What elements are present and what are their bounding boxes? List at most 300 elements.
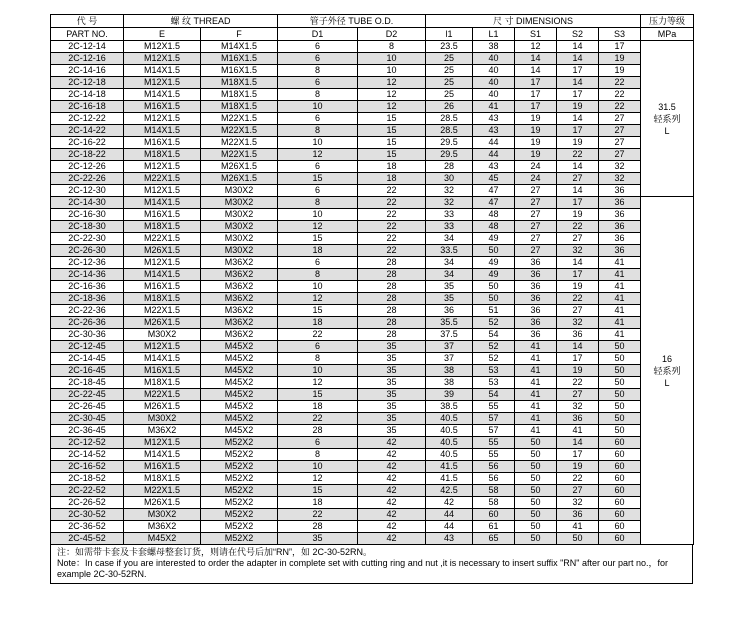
cell-dim-l1-large: 54 [473, 389, 515, 401]
cell-dim-l1-small: 37 [426, 341, 473, 353]
cell-thread-e: M18X1.5 [124, 149, 201, 161]
cell-dim-s1: 19 [515, 149, 557, 161]
cell-dim-s3: 50 [599, 401, 641, 413]
cell-dim-l1-small: 29.5 [426, 149, 473, 161]
cell-part-no: 2C-30-52 [51, 509, 124, 521]
cell-tube-d1: 10 [278, 461, 358, 473]
cell-tube-d2: 42 [358, 461, 426, 473]
cell-thread-f: M14X1.5 [201, 41, 278, 53]
cell-tube-d2: 42 [358, 521, 426, 533]
cell-tube-d2: 22 [358, 197, 426, 209]
cell-dim-s3: 36 [599, 209, 641, 221]
cell-thread-e: M14X1.5 [124, 197, 201, 209]
cell-dim-l1-small: 43 [426, 533, 473, 545]
header-col-f: F [201, 28, 278, 41]
cell-dim-l1-small: 38.5 [426, 401, 473, 413]
cell-dim-s3: 36 [599, 245, 641, 257]
cell-tube-d2: 22 [358, 185, 426, 197]
cell-dim-s1: 36 [515, 317, 557, 329]
cell-dim-l1-large: 48 [473, 221, 515, 233]
cell-dim-l1-small: 37.5 [426, 329, 473, 341]
cell-dim-s2: 14 [557, 437, 599, 449]
cell-dim-s2: 22 [557, 149, 599, 161]
cell-dim-s3: 27 [599, 137, 641, 149]
cell-dim-l1-large: 56 [473, 461, 515, 473]
cell-tube-d1: 10 [278, 365, 358, 377]
cell-thread-f: M45X2 [201, 377, 278, 389]
cell-tube-d1: 6 [278, 437, 358, 449]
cell-dim-l1-large: 57 [473, 425, 515, 437]
cell-thread-f: M45X2 [201, 401, 278, 413]
cell-tube-d2: 42 [358, 533, 426, 545]
cell-dim-s3: 50 [599, 341, 641, 353]
pressure-group-series-cn: 轻系列 [653, 365, 681, 376]
cell-part-no: 2C-36-52 [51, 521, 124, 533]
cell-dim-l1-small: 41.5 [426, 461, 473, 473]
pressure-group-pressure: 31.5 [658, 101, 676, 112]
cell-dim-l1-small: 40.5 [426, 449, 473, 461]
cell-dim-s3: 41 [599, 257, 641, 269]
cell-thread-f: M30X2 [201, 185, 278, 197]
cell-thread-e: M18X1.5 [124, 377, 201, 389]
cell-dim-s2: 17 [557, 269, 599, 281]
cell-dim-l1-small: 38 [426, 377, 473, 389]
cell-thread-e: M12X1.5 [124, 41, 201, 53]
cell-dim-s3: 41 [599, 293, 641, 305]
cell-dim-s2: 19 [557, 101, 599, 113]
cell-dim-s3: 60 [599, 473, 641, 485]
cell-dim-s2: 22 [557, 293, 599, 305]
cell-dim-l1-large: 45 [473, 173, 515, 185]
cell-dim-s1: 12 [515, 41, 557, 53]
cell-dim-s1: 17 [515, 101, 557, 113]
cell-tube-d1: 6 [278, 257, 358, 269]
cell-dim-l1-large: 50 [473, 245, 515, 257]
table-row [51, 461, 694, 473]
cell-tube-d1: 18 [278, 401, 358, 413]
header-tube-od: 管子外径 TUBE O.D. [278, 15, 426, 28]
cell-tube-d1: 15 [278, 305, 358, 317]
cell-dim-s3: 60 [599, 437, 641, 449]
cell-dim-l1-small: 40.5 [426, 437, 473, 449]
order-note [50, 545, 693, 584]
pressure-group-series: L [664, 125, 670, 136]
table-row [51, 221, 694, 233]
cell-thread-f: M30X2 [201, 245, 278, 257]
spec-body [51, 41, 694, 545]
table-row [51, 353, 694, 365]
cell-thread-e: M30X2 [124, 329, 201, 341]
cell-dim-s2: 27 [557, 233, 599, 245]
cell-dim-l1-small: 40.5 [426, 413, 473, 425]
cell-dim-s2: 22 [557, 473, 599, 485]
cell-tube-d2: 22 [358, 221, 426, 233]
cell-thread-e: M12X1.5 [124, 161, 201, 173]
cell-dim-l1-large: 54 [473, 329, 515, 341]
cell-dim-s2: 32 [557, 245, 599, 257]
cell-dim-s2: 19 [557, 281, 599, 293]
cell-thread-f: M36X2 [201, 305, 278, 317]
cell-dim-s3: 17 [599, 41, 641, 53]
cell-thread-f: M36X2 [201, 317, 278, 329]
header-col-s2: S2 [557, 28, 599, 41]
cell-dim-s2: 32 [557, 401, 599, 413]
header-col-e: E [124, 28, 201, 41]
cell-tube-d2: 18 [358, 161, 426, 173]
cell-dim-l1-small: 40.5 [426, 425, 473, 437]
cell-dim-s2: 32 [557, 497, 599, 509]
cell-thread-f: M18X1.5 [201, 77, 278, 89]
cell-tube-d2: 42 [358, 497, 426, 509]
cell-dim-l1-small: 33 [426, 221, 473, 233]
table-row [51, 389, 694, 401]
cell-tube-d1: 10 [278, 101, 358, 113]
cell-thread-f: M22X1.5 [201, 137, 278, 149]
cell-dim-s3: 50 [599, 389, 641, 401]
cell-dim-l1-large: 41 [473, 101, 515, 113]
cell-dim-s3: 60 [599, 509, 641, 521]
cell-dim-l1-large: 52 [473, 317, 515, 329]
cell-tube-d1: 8 [278, 125, 358, 137]
table-row [51, 53, 694, 65]
cell-tube-d1: 15 [278, 389, 358, 401]
cell-tube-d1: 15 [278, 485, 358, 497]
cell-part-no: 2C-12-36 [51, 257, 124, 269]
cell-dim-s3: 50 [599, 377, 641, 389]
cell-tube-d2: 28 [358, 317, 426, 329]
cell-thread-f: M36X2 [201, 257, 278, 269]
table-row [51, 305, 694, 317]
cell-tube-d1: 10 [278, 281, 358, 293]
cell-dim-s1: 50 [515, 533, 557, 545]
cell-dim-s3: 60 [599, 521, 641, 533]
table-row [51, 77, 694, 89]
cell-dim-s3: 36 [599, 233, 641, 245]
header-row-2 [51, 28, 694, 41]
cell-tube-d1: 6 [278, 341, 358, 353]
cell-part-no: 2C-14-16 [51, 65, 124, 77]
table-row [51, 173, 694, 185]
cell-dim-s3: 41 [599, 317, 641, 329]
cell-tube-d1: 8 [278, 89, 358, 101]
table-row [51, 125, 694, 137]
cell-thread-f: M52X2 [201, 485, 278, 497]
cell-dim-l1-small: 37 [426, 353, 473, 365]
cell-thread-f: M36X2 [201, 329, 278, 341]
cell-tube-d1: 22 [278, 329, 358, 341]
cell-part-no: 2C-12-14 [51, 41, 124, 53]
table-row [51, 449, 694, 461]
cell-tube-d1: 8 [278, 65, 358, 77]
cell-dim-l1-small: 28 [426, 161, 473, 173]
cell-thread-e: M14X1.5 [124, 269, 201, 281]
cell-part-no: 2C-12-30 [51, 185, 124, 197]
cell-dim-l1-large: 40 [473, 89, 515, 101]
cell-part-no: 2C-30-36 [51, 329, 124, 341]
cell-dim-l1-large: 55 [473, 449, 515, 461]
cell-tube-d1: 18 [278, 317, 358, 329]
cell-dim-l1-large: 55 [473, 437, 515, 449]
table-row [51, 317, 694, 329]
cell-thread-f: M22X1.5 [201, 113, 278, 125]
cell-dim-s2: 41 [557, 521, 599, 533]
cell-dim-s2: 19 [557, 461, 599, 473]
cell-dim-l1-large: 60 [473, 509, 515, 521]
cell-tube-d2: 35 [358, 341, 426, 353]
cell-part-no: 2C-14-36 [51, 269, 124, 281]
cell-dim-s3: 27 [599, 149, 641, 161]
cell-part-no: 2C-14-18 [51, 89, 124, 101]
cell-dim-l1-large: 52 [473, 353, 515, 365]
cell-dim-s3: 50 [599, 425, 641, 437]
cell-dim-s1: 19 [515, 125, 557, 137]
cell-tube-d2: 28 [358, 305, 426, 317]
cell-thread-e: M36X2 [124, 521, 201, 533]
cell-dim-l1-large: 47 [473, 197, 515, 209]
cell-tube-d1: 6 [278, 185, 358, 197]
cell-thread-f: M36X2 [201, 269, 278, 281]
adapter-spec-table [50, 14, 694, 545]
cell-dim-l1-large: 57 [473, 413, 515, 425]
cell-dim-l1-small: 35.5 [426, 317, 473, 329]
cell-dim-s3: 60 [599, 485, 641, 497]
table-row [51, 413, 694, 425]
cell-thread-f: M45X2 [201, 413, 278, 425]
cell-thread-f: M18X1.5 [201, 89, 278, 101]
cell-thread-f: M30X2 [201, 221, 278, 233]
cell-part-no: 2C-18-22 [51, 149, 124, 161]
table-row [51, 209, 694, 221]
table-row [51, 509, 694, 521]
header-dimensions: 尺 寸 DIMENSIONS [426, 15, 641, 28]
cell-thread-f: M30X2 [201, 197, 278, 209]
cell-part-no: 2C-14-30 [51, 197, 124, 209]
cell-dim-l1-small: 44 [426, 521, 473, 533]
cell-dim-l1-large: 58 [473, 497, 515, 509]
cell-tube-d2: 15 [358, 149, 426, 161]
cell-dim-s3: 32 [599, 173, 641, 185]
cell-tube-d1: 6 [278, 113, 358, 125]
table-row [51, 281, 694, 293]
cell-thread-e: M30X2 [124, 413, 201, 425]
cell-dim-s1: 41 [515, 377, 557, 389]
table-row [51, 245, 694, 257]
cell-thread-e: M22X1.5 [124, 305, 201, 317]
cell-dim-s2: 32 [557, 317, 599, 329]
cell-thread-e: M22X1.5 [124, 233, 201, 245]
cell-dim-s1: 50 [515, 485, 557, 497]
cell-dim-l1-large: 43 [473, 113, 515, 125]
cell-part-no: 2C-18-36 [51, 293, 124, 305]
cell-thread-e: M26X1.5 [124, 317, 201, 329]
cell-tube-d1: 6 [278, 53, 358, 65]
cell-dim-l1-large: 55 [473, 401, 515, 413]
cell-tube-d1: 8 [278, 197, 358, 209]
cell-thread-e: M12X1.5 [124, 341, 201, 353]
cell-dim-l1-small: 25 [426, 89, 473, 101]
cell-thread-f: M52X2 [201, 521, 278, 533]
cell-dim-s3: 27 [599, 113, 641, 125]
header-col-d1: D1 [278, 28, 358, 41]
cell-part-no: 2C-12-52 [51, 437, 124, 449]
cell-dim-s1: 27 [515, 197, 557, 209]
cell-dim-l1-small: 35 [426, 293, 473, 305]
cell-thread-f: M22X1.5 [201, 125, 278, 137]
cell-dim-l1-small: 25 [426, 65, 473, 77]
cell-dim-l1-small: 36 [426, 305, 473, 317]
cell-dim-s3: 50 [599, 353, 641, 365]
cell-dim-l1-small: 35 [426, 281, 473, 293]
cell-tube-d1: 18 [278, 497, 358, 509]
cell-dim-l1-small: 44 [426, 509, 473, 521]
cell-tube-d1: 12 [278, 473, 358, 485]
table-row [51, 89, 694, 101]
cell-tube-d2: 8 [358, 41, 426, 53]
cell-dim-l1-large: 65 [473, 533, 515, 545]
cell-dim-s1: 41 [515, 341, 557, 353]
cell-thread-e: M18X1.5 [124, 293, 201, 305]
cell-dim-s1: 36 [515, 305, 557, 317]
cell-tube-d1: 12 [278, 377, 358, 389]
cell-tube-d2: 28 [358, 257, 426, 269]
table-row [51, 437, 694, 449]
cell-tube-d2: 22 [358, 209, 426, 221]
cell-thread-e: M16X1.5 [124, 461, 201, 473]
cell-thread-e: M14X1.5 [124, 89, 201, 101]
cell-tube-d2: 22 [358, 245, 426, 257]
cell-dim-s3: 19 [599, 65, 641, 77]
cell-dim-s1: 14 [515, 65, 557, 77]
cell-dim-s2: 19 [557, 209, 599, 221]
cell-dim-l1-large: 48 [473, 209, 515, 221]
cell-part-no: 2C-26-45 [51, 401, 124, 413]
cell-part-no: 2C-12-16 [51, 53, 124, 65]
cell-part-no: 2C-22-30 [51, 233, 124, 245]
note-en: Note：In case if you are interested to order the adapter in complete set with cutting ring and nut ,it is necessary to insert suffix "RN" after our part no.，for example 2C-30-52RN. [57, 558, 669, 579]
cell-dim-l1-small: 26 [426, 101, 473, 113]
cell-thread-e: M36X2 [124, 425, 201, 437]
cell-tube-d1: 22 [278, 413, 358, 425]
cell-dim-s2: 27 [557, 173, 599, 185]
cell-part-no: 2C-22-45 [51, 389, 124, 401]
cell-tube-d1: 10 [278, 209, 358, 221]
table-row [51, 521, 694, 533]
cell-tube-d1: 28 [278, 521, 358, 533]
cell-thread-f: M52X2 [201, 533, 278, 545]
cell-thread-f: M52X2 [201, 437, 278, 449]
cell-dim-l1-large: 43 [473, 125, 515, 137]
cell-tube-d1: 6 [278, 41, 358, 53]
cell-tube-d2: 35 [358, 377, 426, 389]
cell-thread-f: M16X1.5 [201, 53, 278, 65]
pressure-group-cell [641, 41, 694, 197]
cell-dim-s3: 36 [599, 185, 641, 197]
cell-dim-s1: 50 [515, 509, 557, 521]
cell-dim-l1-small: 42.5 [426, 485, 473, 497]
cell-dim-s2: 41 [557, 425, 599, 437]
table-row [51, 341, 694, 353]
cell-dim-l1-small: 42 [426, 497, 473, 509]
cell-dim-s2: 17 [557, 89, 599, 101]
cell-dim-s3: 41 [599, 269, 641, 281]
table-row [51, 473, 694, 485]
cell-dim-l1-large: 53 [473, 365, 515, 377]
cell-dim-s3: 36 [599, 197, 641, 209]
cell-thread-f: M45X2 [201, 353, 278, 365]
cell-thread-e: M22X1.5 [124, 389, 201, 401]
cell-dim-s2: 22 [557, 377, 599, 389]
cell-part-no: 2C-26-36 [51, 317, 124, 329]
table-row [51, 185, 694, 197]
cell-thread-f: M45X2 [201, 425, 278, 437]
cell-thread-f: M36X2 [201, 281, 278, 293]
table-row [51, 401, 694, 413]
cell-tube-d2: 28 [358, 269, 426, 281]
cell-tube-d2: 15 [358, 137, 426, 149]
cell-dim-s1: 50 [515, 449, 557, 461]
table-row [51, 497, 694, 509]
cell-tube-d2: 42 [358, 437, 426, 449]
cell-thread-f: M26X1.5 [201, 161, 278, 173]
cell-dim-l1-small: 34 [426, 257, 473, 269]
cell-thread-e: M12X1.5 [124, 185, 201, 197]
cell-thread-e: M12X1.5 [124, 437, 201, 449]
cell-tube-d1: 18 [278, 245, 358, 257]
cell-tube-d1: 22 [278, 509, 358, 521]
header-part-no: PART NO. [51, 28, 124, 41]
cell-part-no: 2C-18-45 [51, 377, 124, 389]
cell-dim-l1-large: 53 [473, 377, 515, 389]
cell-thread-e: M14X1.5 [124, 125, 201, 137]
cell-dim-s1: 36 [515, 329, 557, 341]
cell-dim-l1-small: 25 [426, 53, 473, 65]
cell-tube-d2: 15 [358, 113, 426, 125]
table-row [51, 233, 694, 245]
cell-dim-s3: 36 [599, 221, 641, 233]
cell-tube-d1: 28 [278, 425, 358, 437]
cell-dim-s1: 27 [515, 245, 557, 257]
cell-tube-d1: 15 [278, 173, 358, 185]
table-row [51, 113, 694, 125]
pressure-group-series-cn: 轻系列 [653, 113, 681, 124]
cell-tube-d2: 35 [358, 425, 426, 437]
cell-tube-d2: 35 [358, 413, 426, 425]
cell-dim-s1: 41 [515, 353, 557, 365]
cell-dim-l1-large: 61 [473, 521, 515, 533]
cell-dim-l1-small: 33 [426, 209, 473, 221]
cell-tube-d2: 35 [358, 401, 426, 413]
cell-dim-s1: 41 [515, 413, 557, 425]
cell-dim-l1-large: 47 [473, 185, 515, 197]
cell-tube-d2: 28 [358, 281, 426, 293]
cell-thread-e: M14X1.5 [124, 353, 201, 365]
cell-dim-s1: 27 [515, 221, 557, 233]
cell-thread-f: M16X1.5 [201, 65, 278, 77]
cell-dim-l1-small: 34 [426, 233, 473, 245]
cell-dim-s2: 36 [557, 509, 599, 521]
cell-thread-e: M30X2 [124, 509, 201, 521]
header-col-l1-large: L1 [473, 28, 515, 41]
cell-dim-s3: 22 [599, 77, 641, 89]
cell-thread-e: M16X1.5 [124, 209, 201, 221]
cell-tube-d1: 8 [278, 449, 358, 461]
cell-part-no: 2C-12-45 [51, 341, 124, 353]
cell-tube-d2: 12 [358, 77, 426, 89]
table-row [51, 329, 694, 341]
cell-part-no: 2C-26-30 [51, 245, 124, 257]
cell-dim-s1: 14 [515, 53, 557, 65]
cell-dim-s1: 41 [515, 425, 557, 437]
